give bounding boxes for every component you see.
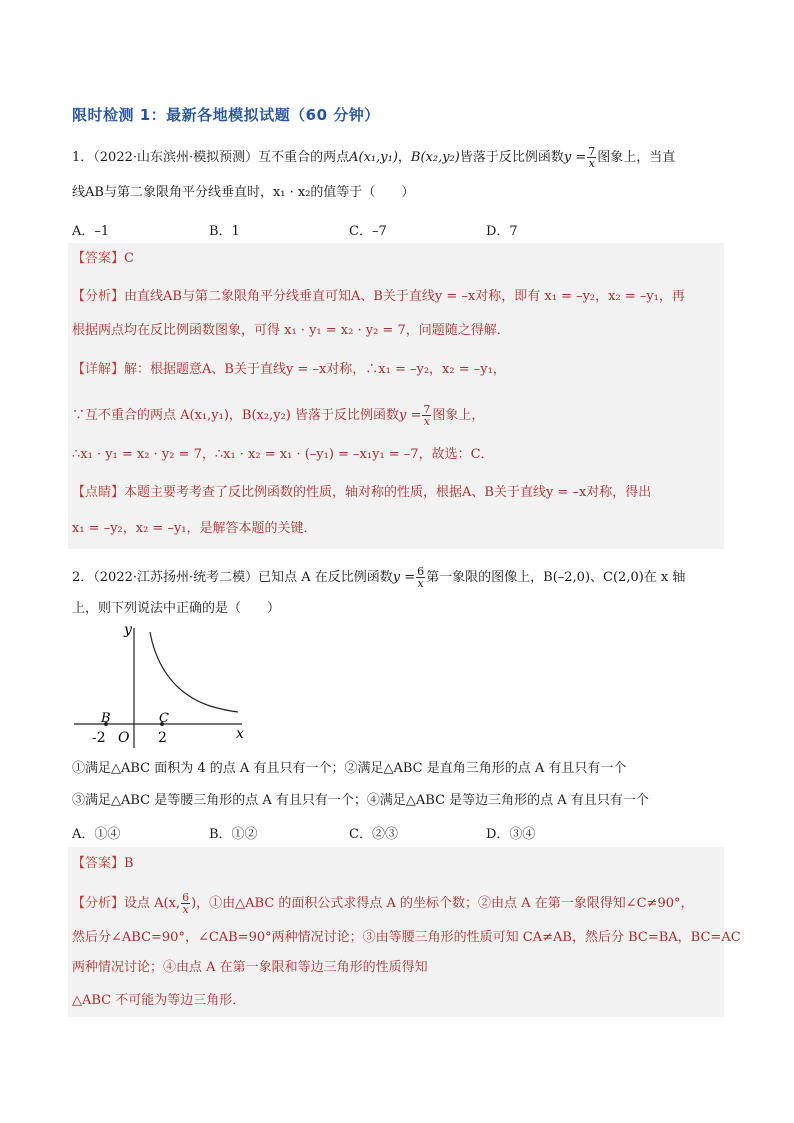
graph-b-tick: -2 [92, 730, 106, 746]
q2-choice-c: C．②③ [349, 827, 398, 842]
q2-answer-value: B [124, 856, 134, 871]
section-title: 限时检测 1：最新各地模拟试题（60 分钟） [72, 106, 380, 124]
q1-detail-1 [72, 361, 506, 379]
q1-analysis-1 [72, 288, 685, 306]
q1-choice-b: B．1 [209, 224, 240, 239]
q2-choice-a: A．①④ [72, 827, 121, 842]
q1-detail-text-1: 解：根据题意A、B关于直线y = –x对称，∴x₁ = –y₂，x₂ = –y₁， [124, 362, 506, 377]
q1-choice-d: D．7 [486, 224, 518, 239]
q1-detail-2b: 图象上， [432, 408, 485, 423]
q1-detail-tag: 【详解】 [72, 362, 125, 377]
q2-frac-num: 6 [417, 565, 425, 578]
q1-detail-2a: ∵互不重合的两点 A(x₁,y₁)，B(x₂,y₂) 皆落于反比例函数 [72, 408, 399, 423]
graph-y-label: y [124, 622, 132, 638]
q1-intro-end: 图象上，当直 [597, 150, 676, 165]
q1-line-1 [72, 146, 675, 169]
graph-x-label: x [236, 726, 244, 742]
q1-detail-2 [72, 404, 484, 427]
q1-detail-3: ∴x₁ · y₁ = x₂ · y₂ = 7，∴x₁ · x₂ = x₁ · (–y₁) = –x₁y₁ = –7，故选：C． [72, 447, 494, 462]
q2-answer [72, 855, 134, 873]
q2-intro-end: 第一象限的图像上，B(–2,0)、C(2,0)在 x 轴 [426, 570, 686, 585]
q1-analysis-2: 根据两点均在反比例函数图象，可得 x₁ · y₁ = x₂ · y₂ = 7，问题随之得解． [72, 323, 510, 338]
graph-c-label: C [159, 711, 169, 726]
q1-analysis-text-1: 由直线AB与第二象限角平分线垂直可知A、B关于直线y = –x对称，即有 x₁ = –y₂，x₂ = –y₁，再 [124, 289, 685, 304]
q1-detail-frac-num: 7 [423, 403, 431, 416]
q1-answer-value: C [124, 251, 134, 266]
q2-statements-1: ①满足△ABC 面积为 4 的点 A 有且只有一个；②满足△ABC 是直角三角形的点 A 有且只有一个 [72, 761, 627, 776]
graph-c-tick: 2 [158, 730, 167, 746]
q1-frac-den: x [588, 157, 595, 170]
q1-func: y = [563, 150, 587, 165]
q2-graph [70, 620, 250, 750]
q2-analysis-tag: 【分析】 [72, 896, 125, 911]
q1-point-text-1: 本题主要考考查了反比例函数的性质，轴对称的性质，根据A、B关于直线y = –x对称，得出 [124, 485, 652, 500]
graph-origin-label: O [118, 730, 130, 746]
q2-intro: 2．（2022·江苏扬州·统考二模）已知点 A 在反比例函数 [72, 570, 393, 585]
q1-point-tag: 【点睛】 [72, 485, 125, 500]
q1-choice-c: C．–7 [349, 224, 387, 239]
q1-point-1 [72, 484, 651, 502]
q2-frac-den: x [417, 577, 424, 590]
q2-choice-b: B．①② [209, 827, 258, 842]
q1-frac-num: 7 [588, 145, 596, 158]
q1-point-2: x₁ = –y₂，x₂ = –y₁，是解答本题的关键． [72, 521, 317, 536]
hyperbola-curve [150, 632, 238, 712]
q1-answer [72, 250, 134, 268]
q2-analysis-1b: )，①由△ABC 的面积公式求得点 A 的坐标个数；②由点 A 在第一象限得知∠C≠90°， [191, 896, 694, 911]
q1-fraction [587, 146, 596, 169]
q2-fraction [416, 566, 425, 589]
q2-func: y = [392, 570, 416, 585]
q1-answer-tag: 【答案】 [72, 251, 125, 266]
q2-statements-2: ③满足△ABC 是等腰三角形的点 A 有且只有一个；④满足△ABC 是等边三角形的点 A 有且只有一个 [72, 793, 649, 808]
q2-choice-d: D．③④ [486, 827, 536, 842]
q2-analysis-1a: 设点 A(x, [124, 896, 181, 911]
q2-answer-tag: 【答案】 [72, 856, 125, 871]
q1-comma: ， [397, 150, 411, 165]
q2-analysis-frac-den: x [182, 903, 189, 916]
q1-detail-frac-den: x [423, 415, 430, 428]
q1-detail-fraction [422, 404, 431, 427]
q2-analysis-2: 然后分∠ABC=90°，∠CAB=90°两种情况讨论；③由等腰三角形的性质可知 CA≠AB，然后分 BC=BA，BC=AC [72, 930, 741, 945]
q2-analysis-4: △ABC 不可能为等边三角形． [72, 993, 246, 1008]
q2-line-2: 上，则下列说法中正确的是（ ） [72, 601, 281, 616]
q1-fall-on: 皆落于反比例函数 [459, 150, 564, 165]
q1-analysis-tag: 【分析】 [72, 289, 125, 304]
q2-line-1 [72, 566, 685, 589]
q1-choice-a: A．–1 [72, 224, 110, 239]
q2-analysis-3: 两种情况讨论；④由点 A 在第一象限和等边三角形的性质得知 [72, 960, 428, 975]
graph-b-label: B [101, 711, 111, 726]
q2-analysis-fraction [181, 892, 190, 915]
q1-detail-func: y = [398, 408, 422, 423]
q1-point-b: B(x₂,y₂) [410, 150, 460, 165]
q1-point-a: A(x₁,y₁) [349, 150, 398, 165]
q2-analysis-1 [72, 892, 694, 915]
q1-line-2: 线AB与第二象限角平分线垂直时，x₁ · x₂的值等于（ ） [72, 185, 415, 200]
q1-intro: 1．（2022·山东滨州·模拟预测）互不重合的两点 [72, 150, 350, 165]
q2-analysis-frac-num: 6 [182, 891, 190, 904]
